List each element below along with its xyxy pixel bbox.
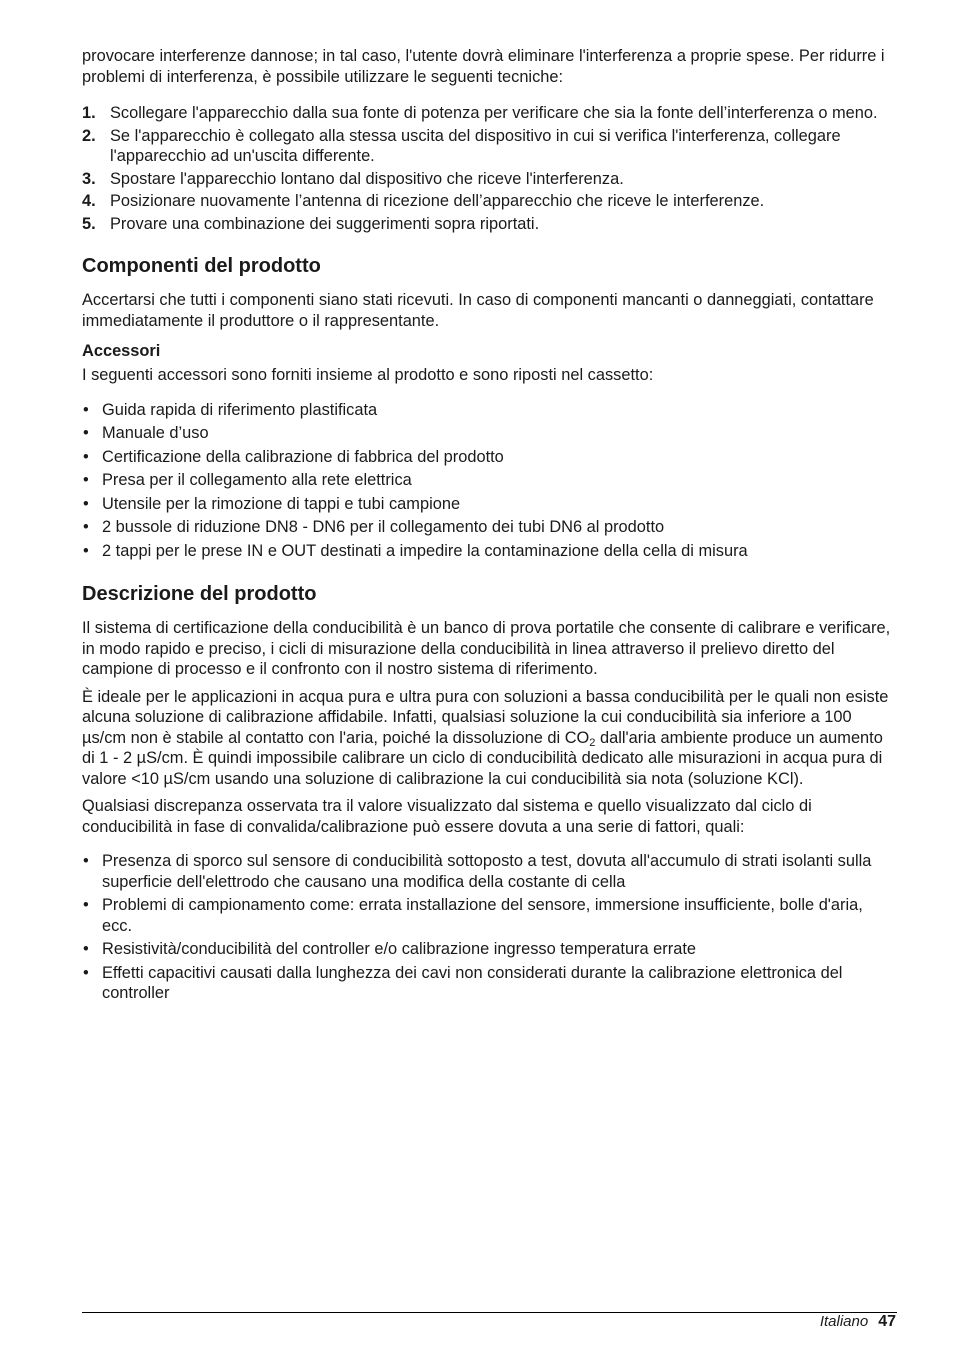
accessories-list: [82, 400, 896, 562]
step-number: 1.: [82, 104, 96, 122]
list-item-text: 2 tappi per le prese IN e OUT destinati a impedire la contaminazione della cella di misura: [102, 541, 748, 560]
step-text: Posizionare nuovamente l’antenna di ricezione dell’apparecchio che riceve le interferenze.: [110, 192, 765, 210]
bullet: •: [83, 852, 89, 870]
subscript: 2: [589, 736, 596, 749]
accessories-intro: I seguenti accessori sono forniti insieme al prodotto e sono riposti nel cassetto:: [82, 366, 654, 384]
list-item: [82, 963, 896, 1004]
factors-list: [82, 851, 896, 1004]
bullet: •: [83, 518, 89, 536]
step-text: Spostare l'apparecchio lontano dal dispositivo che riceve l'interferenza.: [110, 169, 624, 188]
list-item-text: Manuale d’uso: [102, 424, 209, 442]
step-number: 5.: [82, 214, 96, 233]
list-item: [82, 851, 896, 892]
components-heading: Componenti del prodotto: [82, 255, 321, 277]
list-item-text: Presa per il collegamento alla rete elettrica: [102, 471, 412, 489]
footer-language: Italiano: [819, 1313, 869, 1330]
interference-steps-list: [82, 103, 896, 234]
list-item-text: Certificazione della calibrazione di fabbrica del prodotto: [102, 447, 504, 466]
list-item: [82, 103, 896, 124]
list-item: [82, 169, 896, 190]
list-item: [82, 494, 896, 515]
paragraph-text: dall'aria ambiente produce un aumento di 1 - 2 µS/cm. È quindi impossibile calibrare un ciclo di conducibilità dedicato alle misurazioni in acqua pura di valore <10 µS/cm usando una soluzione di calibrazione la cui conducibilità sia nota (soluzione KCl).: [82, 728, 883, 788]
list-item: [82, 447, 896, 468]
list-item-text: Guida rapida di riferimento plastificata: [102, 400, 378, 419]
step-text: Scollegare l'apparecchio dalla sua fonte di potenza per verificare che sia la fonte dell’interferenza o meno.: [110, 104, 878, 122]
list-item-text: Resistività/conducibilità del controller e/o calibrazione ingresso temperatura errate: [102, 940, 697, 958]
list-item: [82, 191, 896, 212]
bullet: •: [83, 940, 89, 958]
footer-divider: [82, 1312, 897, 1313]
list-item: [82, 423, 896, 444]
bullet: •: [83, 494, 89, 513]
list-item: [82, 214, 896, 235]
description-heading: Descrizione del prodotto: [82, 583, 317, 605]
list-item-text: 2 bussole di riduzione DN8 - DN6 per il collegamento dei tubi DN6 al prodotto: [102, 518, 665, 536]
document-page: [82, 46, 896, 1007]
list-item: [82, 895, 896, 936]
list-item-text: Presenza di sporco sul sensore di conducibilità sottoposto a test, dovuta all'accumulo di strati isolanti sulla superficie dell'elettrodo che causano una modifica della costante di cella: [102, 852, 872, 891]
list-item: [82, 126, 896, 167]
list-item: [82, 400, 896, 421]
intro-paragraph: provocare interferenze dannose; in tal caso, l'utente dovrà eliminare l'interferenza a proprie spese. Per ridurre i problemi di interferenza, è possibile utilizzare le seguenti tecniche:: [82, 47, 885, 86]
bullet: •: [83, 541, 89, 560]
list-item: [82, 517, 896, 538]
list-item: [82, 939, 896, 960]
list-item-text: Utensile per la rimozione di tappi e tubi campione: [102, 494, 461, 513]
bullet: •: [83, 447, 89, 466]
bullet: •: [83, 400, 89, 419]
page-footer: [820, 1312, 896, 1332]
list-item-text: Problemi di campionamento come: errata installazione del sensore, immersione insufficiente, bolle d'aria, ecc.: [102, 896, 863, 935]
list-item-text: Effetti capacitivi causati dalla lunghezza dei cavi non considerati durante la calibrazione elettronica del controller: [102, 963, 843, 1002]
description-paragraph-1: Il sistema di certificazione della conducibilità è un banco di prova portatile che consente di calibrare e verificare, in modo rapido e preciso, i cicli di misurazione della conducibilità in linea attraverso il prelievo diretto del campione di processo e il confronto con il nostro sistema di riferimento.: [82, 619, 891, 678]
step-number: 2.: [82, 126, 96, 145]
bullet: •: [83, 896, 89, 914]
step-text: Se l'apparecchio è collegato alla stessa uscita del dispositivo in cui si verifica l'interferenza, collegare l'apparecchio ad un'uscita differente.: [110, 126, 841, 165]
bullet: •: [83, 963, 89, 982]
accessories-heading: Accessori: [82, 342, 161, 360]
list-item: [82, 541, 896, 562]
step-text: Provare una combinazione dei suggerimenti sopra riportati.: [110, 214, 540, 233]
page-number: 47: [878, 1313, 896, 1330]
paragraph-text: È ideale per le applicazioni in acqua pura e ultra pura con soluzioni a bassa conducibilità per le quali non esiste alcuna soluzione di calibrazione affidabile. Infatti, qualsiasi soluzione la cui conducibilità sia inferiore a 100 µs/cm non è stabile al contatto con l'aria, poiché la dissoluzione di CO: [82, 687, 889, 747]
description-paragraph-3: Qualsiasi discrepanza osservata tra il valore visualizzato dal sistema e quello visualizzato dal ciclo di conducibilità in fase di convalida/calibrazione può essere dovuta a una serie di fattori, quali:: [82, 797, 812, 836]
description-paragraph-2: [82, 687, 896, 790]
step-number: 3.: [82, 169, 96, 188]
components-paragraph: Accertarsi che tutti i componenti siano stati ricevuti. In caso di componenti mancanti o danneggiati, contattare immediatamente il produttore o il rappresentante.: [82, 291, 874, 330]
bullet: •: [83, 471, 89, 489]
bullet: •: [83, 424, 89, 442]
list-item: [82, 470, 896, 491]
step-number: 4.: [82, 192, 96, 210]
